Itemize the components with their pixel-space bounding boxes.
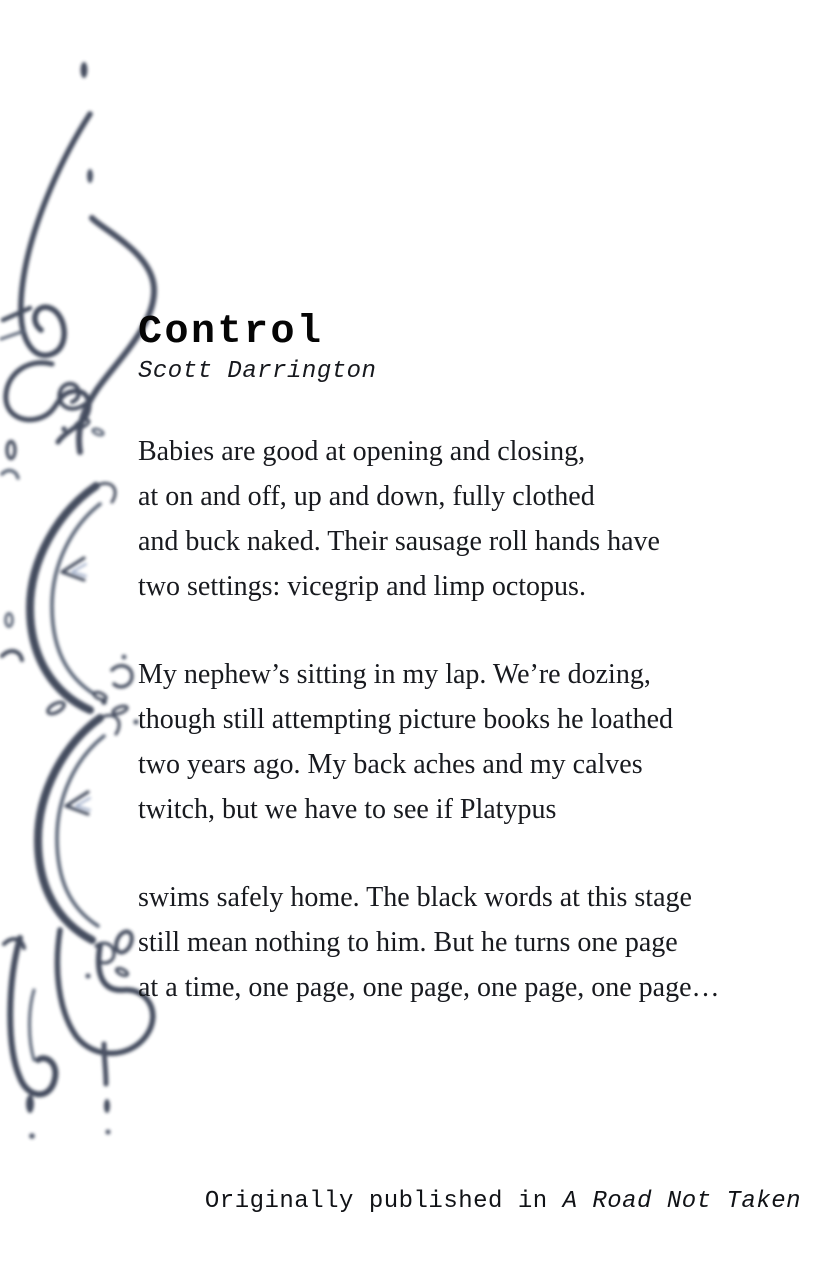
- poem-line: two years ago. My back aches and my calves: [138, 749, 643, 780]
- footer-credit-prefix: Originally published in: [204, 1188, 548, 1215]
- poem-line: two settings: vicegrip and limp octopus.: [138, 571, 586, 602]
- poem-body: [138, 429, 808, 1010]
- poem-line: still mean nothing to him. But he turns one page: [138, 927, 678, 958]
- poem-title: Control: [138, 310, 324, 355]
- poem-author: Scott Darrington: [138, 358, 377, 385]
- poem-line: though still attempting picture books he loathed: [138, 704, 674, 735]
- poem-line: and buck naked. Their sausage roll hands have: [138, 526, 660, 557]
- poem-line: My nephew’s sitting in my lap. We’re dozing,: [138, 659, 651, 690]
- footer-publication-title: A Road Not Taken: [562, 1188, 801, 1215]
- poem-page: [138, 312, 808, 1010]
- poem-stanza: [138, 429, 808, 609]
- poem-line: at on and off, up and down, fully clothed: [138, 481, 595, 512]
- poem-stanza: [138, 875, 808, 1010]
- poem-line: at a time, one page, one page, one page, one page…: [138, 972, 720, 1003]
- footer-credit: [205, 1188, 801, 1215]
- poem-stanza: [138, 652, 808, 832]
- poem-line: Babies are good at opening and closing,: [138, 436, 586, 467]
- poem-line: swims safely home. The black words at this stage: [138, 882, 692, 913]
- poem-line: twitch, but we have to see if Platypus: [138, 794, 557, 825]
